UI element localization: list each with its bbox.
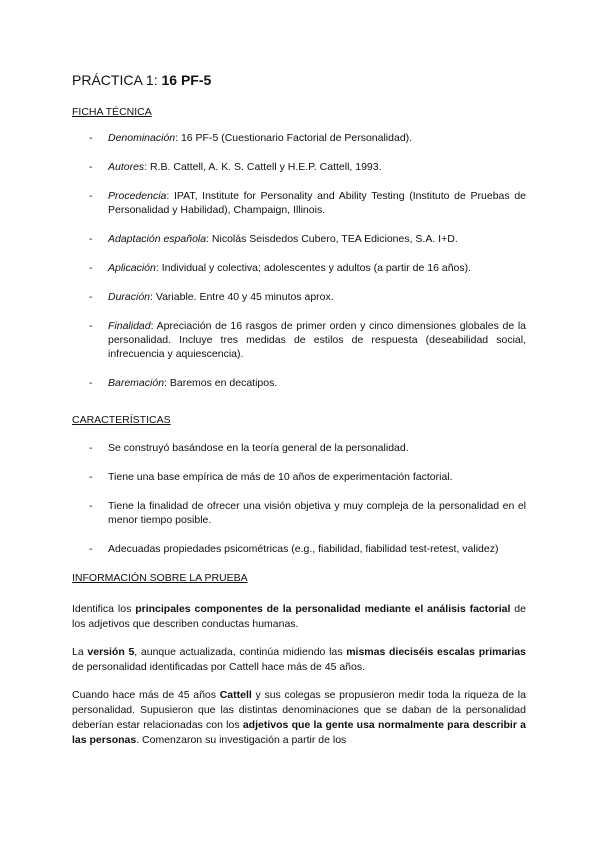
ficha-item-duracion: - Duración: Variable. Entre 40 y 45 minutos aprox. <box>89 291 334 303</box>
caracteristica-item: - Se construyó basándose en la teoría general de la personalidad. <box>89 442 409 454</box>
info-paragraph-1: Identifica los principales componentes de la personalidad mediante el análisis factorial de los adjetivos que describen conductas humanas. <box>72 603 526 630</box>
ficha-item-procedencia: - Procedencia: IPAT, Institute for Personality and Ability Testing (Instituto de Pruebas de Personalidad y Habilidad), Champaign, Illinois. <box>89 190 526 216</box>
caracteristica-item: - Tiene una base empírica de más de 10 años de experimentación factorial. <box>89 471 453 483</box>
caracteristicas-list <box>72 441 526 556</box>
section-heading-ficha: FICHA TÉCNICA <box>72 106 152 118</box>
info-paragraph-2: La versión 5, aunque actualizada, continúa midiendo las mismas dieciséis escalas primarias de personalidad identificadas por Cattell hace más de 45 años. <box>72 646 526 673</box>
ficha-item-finalidad: - Finalidad: Apreciación de 16 rasgos de primer orden y cinco dimensiones globales de la personalidad. Incluye tres medidas de estilos de respuesta (deseabilidad social, infrecuencia y aquiescencia). <box>89 320 526 360</box>
ficha-item-adaptacion: - Adaptación española: Nicolás Seisdedos Cubero, TEA Ediciones, S.A. I+D. <box>89 233 458 245</box>
ficha-item-aplicacion: - Aplicación: Individual y colectiva; adolescentes y adultos (a partir de 16 años). <box>89 262 472 274</box>
ficha-item-autores: - Autores: R.B. Cattell, A. K. S. Cattell y H.E.P. Cattell, 1993. <box>89 161 382 173</box>
ficha-list <box>72 131 526 390</box>
section-heading-caracteristicas: CARACTERÍSTICAS <box>72 414 171 426</box>
info-paragraph-3: Cuando hace más de 45 años Cattell y sus colegas se propusieron medir toda la riqueza de la personalidad. Supusieron que las distintas denominaciones que se daban de la personalidad deberían estar relacionadas con los adjetivos que la gente usa normalmente para describir a las personas. Comenzaron su investigación a partir de los <box>72 689 526 746</box>
section-heading-informacion: INFORMACIÓN SOBRE LA PRUEBA <box>72 572 248 584</box>
title-test-name: 16 PF-5 <box>161 72 212 88</box>
caracteristica-item: - Tiene la finalidad de ofrecer una visión objetiva y muy compleja de la personalidad en el menor tiempo posible. <box>89 500 526 526</box>
ficha-item-denominacion: - Denominación: 16 PF-5 (Cuestionario Factorial de Personalidad). <box>89 132 413 144</box>
caracteristica-item: - Adecuadas propiedades psicométricas (e.g., fiabilidad, fiabilidad test-retest, validez) <box>89 543 499 555</box>
page-title <box>72 72 211 88</box>
ficha-item-baremacion: - Baremación: Baremos en decatipos. <box>89 377 278 389</box>
title-prefix: PRÁCTICA 1: <box>72 72 158 88</box>
